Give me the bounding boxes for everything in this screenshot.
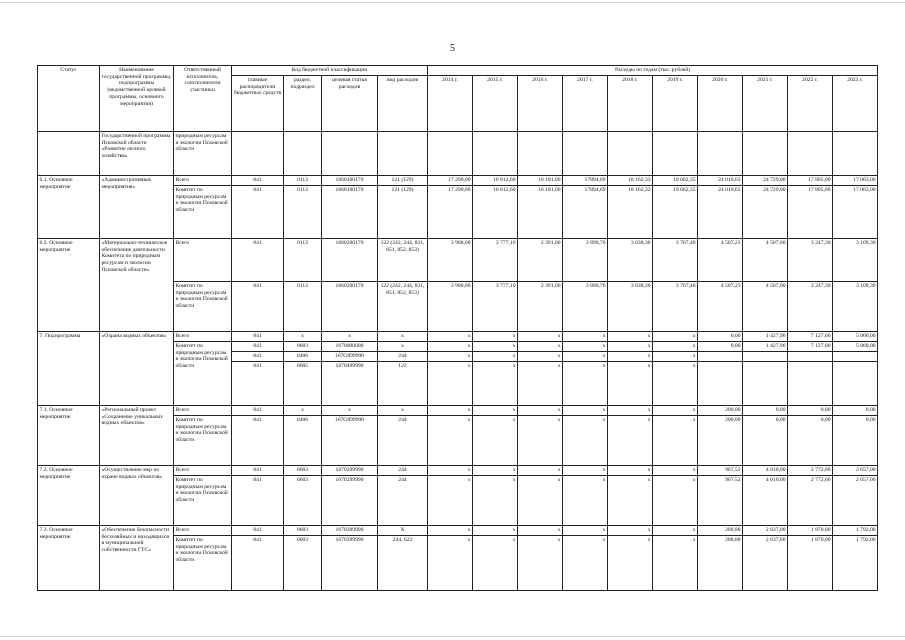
row-rzpr: 0603 [284,342,322,352]
row-year-value: 5 060,00 [833,332,878,342]
row-responsible: Комитет по природным ресурсам и экологии Псковской области [174,186,232,239]
row-vr [378,132,428,176]
row-year-value: x [428,332,473,342]
row-year-value: x [518,406,563,416]
row-csr: x [322,332,378,342]
row-year-value: 0,00 [743,406,788,416]
row-responsible: Комитет по природным ресурсам и экологии Псковской области [174,536,232,591]
row-rzpr: 0113 [284,176,322,186]
row-year-value: 3 038,30 [608,282,653,332]
row-csr: 1670499990 [322,362,378,406]
row-year-value: x [563,466,608,476]
row-csr: 1660100170 [322,186,378,239]
col-header-csr: целевая статья расходов [322,76,378,132]
row-year-value: 1 427,96 [743,342,788,352]
row-year-value [698,132,743,176]
row-year-value: x [563,332,608,342]
row-grbs: 841 [232,406,284,416]
row-year-value: x [473,416,518,466]
row-year-value: x [428,466,473,476]
row-year-value: 2 391,00 [518,239,563,282]
row-csr: 167G899990 [322,416,378,466]
row-vr: 244 [378,416,428,466]
col-header-year: 2015 г. [473,76,518,132]
row-year-value: 24 010,63 [698,176,743,186]
row-year-value: x [653,526,698,536]
row-csr: 1670299990 [322,476,378,526]
row-year-value: x [563,352,608,362]
row-year-value: x [563,526,608,536]
row-year-value: x [653,416,698,466]
row-year-value: x [518,352,563,362]
row-year-value: x [473,466,518,476]
row-rzpr: 0603 [284,526,322,536]
row-rzpr: 0603 [284,466,322,476]
row-year-value: 0,00 [743,416,788,466]
row-grbs: 841 [232,362,284,406]
row-year-value: x [428,416,473,466]
row-grbs: 841 [232,416,284,466]
row-vr: 244 [378,476,428,526]
row-year-value: x [653,476,698,526]
row-year-value: x [473,406,518,416]
row-year-value: x [518,536,563,591]
row-year-value: x [428,352,473,362]
row-year-value: x [518,332,563,342]
row-vr: 122 [378,362,428,406]
row-year-value: 3 908,00 [428,282,473,332]
row-year-value: 0,00 [788,416,833,466]
row-responsible: природным ресурсам и экологии Псковской области [174,132,232,176]
row-year-value: 4 507,00 [743,282,788,332]
row-csr: 1670399990 [322,536,378,591]
row-status: 7. Подпрограмма [38,332,100,406]
row-vr: 122 (242, 244, 831, 851, 852, 853) [378,282,428,332]
col-header-year: 2017 г. [563,76,608,132]
row-grbs [232,132,284,176]
row-year-value: x [518,342,563,352]
row-year-value: x [608,466,653,476]
row-year-value: 3 109,30 [833,282,878,332]
row-year-value: 17 805,00 [788,176,833,186]
col-header-vr: вид расходов [378,76,428,132]
row-year-value: 3 767,40 [653,239,698,282]
row-year-value: 200,00 [698,416,743,466]
row-year-value: 3 777,10 [473,239,518,282]
row-grbs: 841 [232,526,284,536]
row-year-value [428,132,473,176]
row-year-value: 2 772,00 [788,466,833,476]
row-vr: 244, 622 [378,536,428,591]
row-rzpr: 0406 [284,352,322,362]
row-name: «Административные мероприятия» [100,176,174,239]
row-rzpr: x [284,406,322,416]
row-csr: 1660200170 [322,239,378,282]
row-vr: x [378,332,428,342]
row-responsible: Всего [174,176,232,186]
row-year-value: 16 812,60 [473,176,518,186]
row-year-value: 2 637,00 [743,536,788,591]
row-year-value: 1 792,00 [833,536,878,591]
row-year-value: x [518,526,563,536]
row-vr: X [378,526,428,536]
row-name: «Обеспечение безопасности бесхозяйных и находящихся в муниципальной собственности ГТС» [100,526,174,591]
row-year-value: 17 290,00 [428,186,473,239]
row-responsible: Всего [174,332,232,342]
row-vr: 244 [378,466,428,476]
budget-table [37,65,878,591]
row-vr: 122 (242, 244, 831, 851, 852, 853) [378,239,428,282]
row-year-value: 4 507,23 [698,239,743,282]
row-year-value: 3 767,40 [653,282,698,332]
row-year-value: 4 010,00 [743,466,788,476]
row-year-value: x [473,362,518,406]
row-responsible: Комитет по природным ресурсам и экологии Псковской области [174,416,232,466]
row-year-value: 17 805,00 [788,186,833,239]
row-csr: 1660200170 [322,282,378,332]
row-year-value: x [473,352,518,362]
row-year-value: x [653,466,698,476]
row-year-value: 17 063,00 [833,186,878,239]
row-grbs: 841 [232,332,284,342]
row-rzpr: 0113 [284,282,322,332]
row-rzpr: 0113 [284,239,322,282]
row-year-value: x [608,416,653,466]
table-row [38,176,878,186]
row-year-value: 2 637,00 [743,526,788,536]
row-year-value: 19 662,35 [653,186,698,239]
row-year-value: 17 290,00 [428,176,473,186]
col-header-year: 2019 г. [653,76,698,132]
row-year-value: 5 060,00 [833,342,878,352]
row-csr: 1670000000 [322,342,378,352]
row-year-value: x [608,342,653,352]
row-year-value [833,132,878,176]
row-status: 7.3. Основное мероприятие [38,526,100,591]
row-year-value: 2 657,00 [833,466,878,476]
row-year-value [563,132,608,176]
row-year-value: 16 181,00 [518,176,563,186]
row-grbs: 841 [232,536,284,591]
row-year-value: 0,00 [788,406,833,416]
row-year-value: x [653,342,698,352]
row-year-value: x [563,536,608,591]
col-header-name: Наименование государственной программы, подпрограммы (ведомственной целевой программы, основного мероприятия) [100,66,174,132]
row-name: «Региональный проект «Сохранение уникальных водных объектов» [100,406,174,466]
row-year-value: x [473,476,518,526]
row-rzpr: 0113 [284,186,322,239]
row-csr: 167G899990 [322,352,378,362]
scan-top-edge [0,2,905,3]
row-year-value [833,362,878,406]
col-header-year: 2023 г. [833,76,878,132]
row-vr: 121 (129) [378,176,428,186]
row-responsible: Комитет по природным ресурсам и экологии Псковской области [174,476,232,526]
row-year-value: 3 890,76 [563,239,608,282]
row-year-value: 1 792,00 [833,526,878,536]
row-year-value: x [518,476,563,526]
col-header-year: 2014 г. [428,76,473,132]
row-responsible: Комитет по природным ресурсам и экологии Псковской области [174,282,232,332]
row-year-value [518,132,563,176]
row-grbs: 841 [232,282,284,332]
row-year-value: x [563,476,608,526]
row-year-value: x [518,466,563,476]
row-year-value: 1 870,00 [788,536,833,591]
row-status: 6.1. Основное мероприятие [38,176,100,239]
row-year-value: 2 772,00 [788,476,833,526]
row-year-value: 3 247,30 [788,239,833,282]
row-rzpr: x [284,332,322,342]
row-csr: 1660100170 [322,176,378,186]
row-year-value: x [473,332,518,342]
row-status: 7.1. Основное мероприятие [38,406,100,466]
col-header-year: 2016 г. [518,76,563,132]
row-year-value: x [608,352,653,362]
row-year-value: x [653,332,698,342]
row-year-value: x [608,526,653,536]
row-year-value [608,132,653,176]
row-rzpr: 0406 [284,416,322,466]
row-year-value: x [518,362,563,406]
row-year-value: x [473,342,518,352]
row-year-value: x [653,536,698,591]
row-responsible: Всего [174,406,232,416]
row-csr: 1670399990 [322,526,378,536]
row-year-value: x [653,406,698,416]
row-grbs: 841 [232,466,284,476]
row-year-value: 208,88 [698,526,743,536]
row-year-value: 208,88 [698,536,743,591]
table-row [38,466,878,476]
row-name: Государственной программы Псковской области «Развитие лесного хозяйства» [100,132,174,176]
page-number: 5 [450,43,455,54]
row-year-value: x [518,416,563,466]
row-year-value: x [473,536,518,591]
row-year-value: 3 777,10 [473,282,518,332]
row-csr: x [322,406,378,416]
row-csr [322,132,378,176]
row-year-value: x [608,406,653,416]
col-header-kbk-group: Код бюджетной классификации [232,66,428,76]
row-year-value: 24 010,63 [698,186,743,239]
row-year-value: x [653,352,698,362]
row-year-value: 0,00 [698,332,743,342]
row-grbs: 841 [232,186,284,239]
row-csr: 1670299990 [322,466,378,476]
col-header-status: Статус [38,66,100,132]
header-row-1 [38,66,878,76]
row-year-value: 0,00 [698,342,743,352]
row-year-value: x [428,342,473,352]
row-year-value: x [428,476,473,526]
row-year-value: 2 657,00 [833,476,878,526]
col-header-year: 2022 г. [788,76,833,132]
row-year-value: 24 729,00 [743,176,788,186]
row-year-value: 3 109,30 [833,239,878,282]
row-year-value: x [428,362,473,406]
row-year-value: 1 427,96 [743,332,788,342]
row-year-value [788,362,833,406]
table-row [38,526,878,536]
row-status: 7.2. Основное мероприятие [38,466,100,526]
table-row [38,239,878,282]
table-row [38,406,878,416]
row-year-value: 4 507,00 [743,239,788,282]
row-year-value: 19 662,35 [653,176,698,186]
row-year-value: x [608,332,653,342]
table-row [38,332,878,342]
row-year-value [743,362,788,406]
row-year-value: 4 010,00 [743,476,788,526]
row-year-value: 18 162,33 [608,176,653,186]
row-year-value: 16 812,60 [473,186,518,239]
col-header-year: 2021 г. [743,76,788,132]
row-year-value: x [653,362,698,406]
row-year-value: x [428,526,473,536]
row-year-value: 17894,69 [563,176,608,186]
row-year-value: x [428,536,473,591]
row-year-value: 17894,69 [563,186,608,239]
row-year-value: x [563,406,608,416]
row-year-value [473,132,518,176]
row-rzpr: 0603 [284,476,322,526]
row-grbs: 841 [232,342,284,352]
row-name: «Охрана водных объектов» [100,332,174,406]
row-year-value [788,352,833,362]
row-year-value: 7 127,00 [788,332,833,342]
row-vr: x [378,342,428,352]
row-status [38,132,100,176]
col-header-year: 2020 г. [698,76,743,132]
row-year-value: 7 127,00 [788,342,833,352]
row-year-value: 3 908,00 [428,239,473,282]
col-header-responsible: Ответственный исполнитель, соисполнители участники [174,66,232,132]
row-year-value: 967,52 [698,476,743,526]
row-responsible: Всего [174,239,232,282]
row-responsible: Всего [174,466,232,476]
row-year-value [788,132,833,176]
row-responsible: Всего [174,526,232,536]
row-rzpr: 0603 [284,536,322,591]
row-year-value [743,132,788,176]
row-year-value [653,132,698,176]
row-year-value: 16 181,00 [518,186,563,239]
col-header-grbs: главные распорядители бюджетных средств [232,76,284,132]
row-year-value: 967,52 [698,466,743,476]
row-year-value: x [473,526,518,536]
row-grbs: 841 [232,352,284,362]
row-status: 6.2. Основное мероприятие [38,239,100,332]
col-header-rzpr: раздел, подраздел [284,76,322,132]
row-year-value: 18 162,33 [608,186,653,239]
row-vr: 244 [378,352,428,362]
table-row [38,132,878,176]
row-year-value: 24 729,00 [743,186,788,239]
row-year-value: x [608,536,653,591]
row-year-value [698,362,743,406]
col-header-year: 2018 г. [608,76,653,132]
row-year-value: 4 507,23 [698,282,743,332]
row-vr: 121 (129) [378,186,428,239]
row-year-value: 3 038,30 [608,239,653,282]
row-year-value: 3 247,30 [788,282,833,332]
row-year-value: 2 391,00 [518,282,563,332]
row-year-value: 17 063,00 [833,176,878,186]
row-year-value: x [563,416,608,466]
row-name: «Осуществление мер по охране водных объектов» [100,466,174,526]
row-year-value: x [563,342,608,352]
row-grbs: 841 [232,239,284,282]
row-grbs: 841 [232,476,284,526]
row-rzpr [284,132,322,176]
row-year-value [833,352,878,362]
row-rzpr: 0605 [284,362,322,406]
row-grbs: 841 [232,176,284,186]
row-vr: x [378,406,428,416]
row-year-value: x [428,406,473,416]
row-year-value: 200,00 [698,406,743,416]
row-year-value: x [608,362,653,406]
row-year-value: 0,00 [833,416,878,466]
row-year-value: x [563,362,608,406]
row-year-value: 1 870,00 [788,526,833,536]
row-year-value [743,352,788,362]
col-header-years-group: Расходы по годам (тыс. рублей) [428,66,878,76]
row-name: «Материально-техническое обеспечение деятельности Комитета по природным ресурсам и экологии Псковской области» [100,239,174,332]
row-responsible: Комитет по природным ресурсам и экологии Псковской области [174,342,232,406]
row-year-value: 0,00 [833,406,878,416]
scan-bottom-edge [0,636,905,637]
row-year-value [698,352,743,362]
row-year-value: x [608,476,653,526]
row-year-value: 3 890,76 [563,282,608,332]
